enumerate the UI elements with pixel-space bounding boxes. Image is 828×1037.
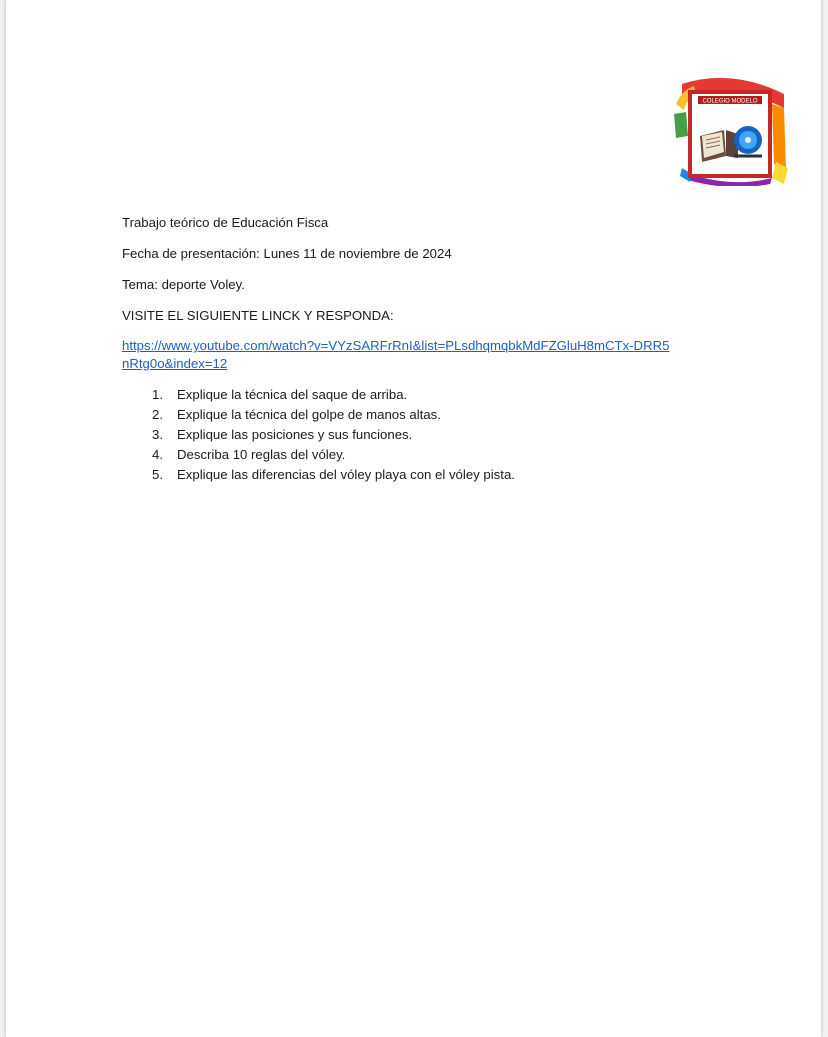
questions-list (122, 385, 722, 485)
topic-line: Tema: deporte Voley. (122, 277, 245, 292)
list-item (152, 405, 722, 425)
list-item-text: Explique las diferencias del vóley playa con el vóley pista. (177, 467, 515, 482)
list-item-text: Explique la técnica del golpe de manos altas. (177, 407, 441, 422)
school-logo-icon (672, 74, 788, 186)
logo-text: COLEGIO MODELO (702, 98, 758, 105)
list-item-number: 1. (152, 387, 163, 402)
list-item (152, 425, 722, 445)
list-item (152, 465, 722, 485)
youtube-link[interactable]: https://www.youtube.com/watch?v=VYzSARFrRnI&list=PLsdhqmqbkMdFZGluH8mCTx-DRR5nRtg0o&index=12 (122, 338, 670, 371)
document-page (6, 0, 821, 1037)
list-item (152, 385, 722, 405)
document-title: Trabajo teórico de Educación Fisca (122, 215, 329, 230)
document-body (122, 214, 722, 485)
instruction-line: VISITE EL SIGUIENTE LINCK Y RESPONDA: (122, 308, 394, 323)
list-item-number: 5. (152, 467, 163, 482)
list-item-number: 2. (152, 407, 163, 422)
date-line: Fecha de presentación: Lunes 11 de noviembre de 2024 (122, 246, 452, 261)
list-item-text: Describa 10 reglas del vóley. (177, 447, 346, 462)
list-item-text: Explique la técnica del saque de arriba. (177, 387, 408, 402)
list-item (152, 445, 722, 465)
list-item-number: 4. (152, 447, 163, 462)
list-item-number: 3. (152, 427, 163, 442)
list-item-text: Explique las posiciones y sus funciones. (177, 427, 413, 442)
